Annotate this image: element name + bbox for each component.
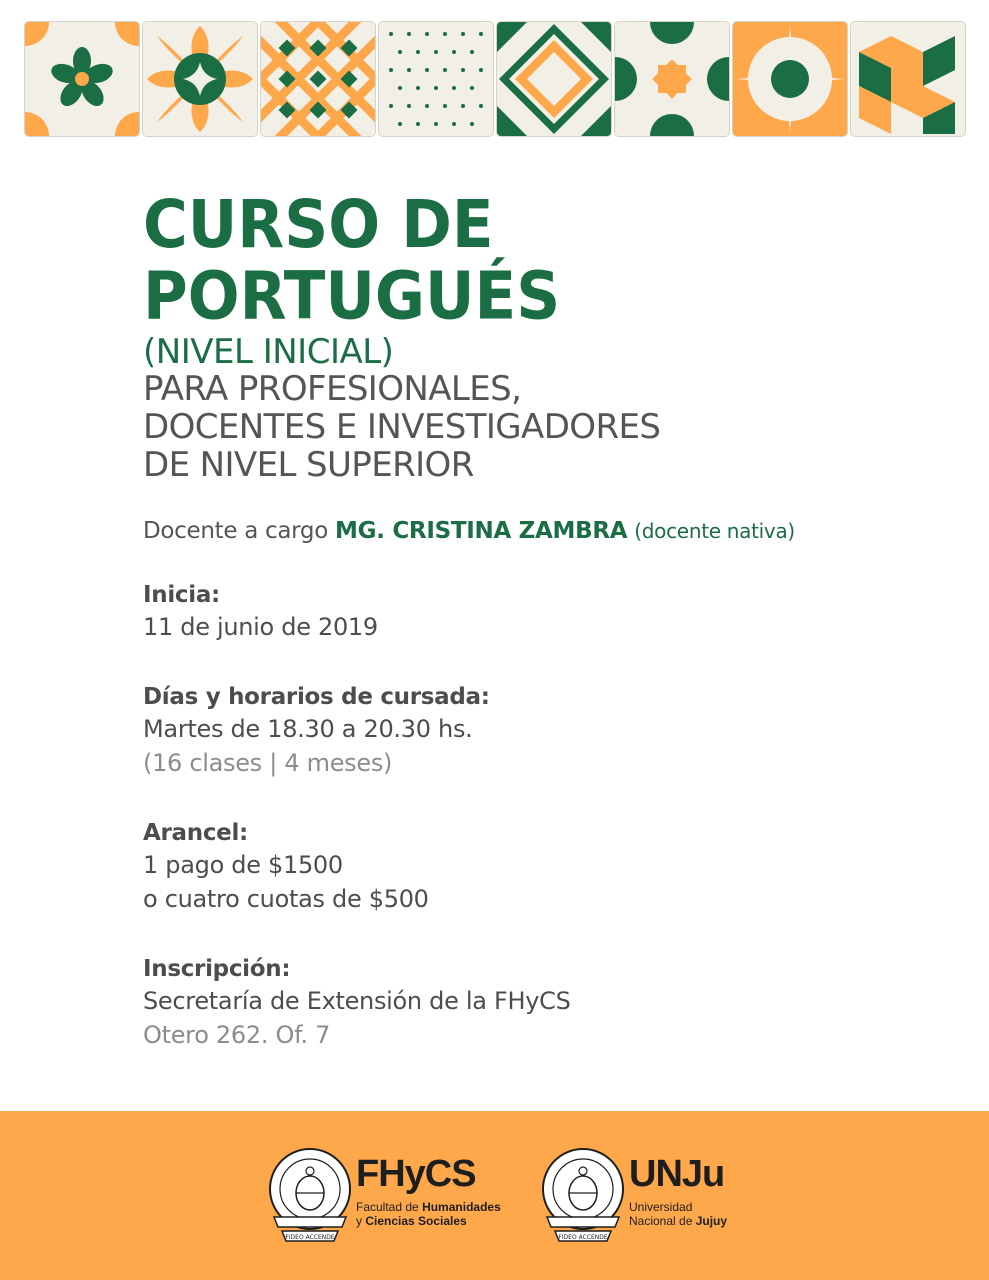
teacher-prefix: Docente a cargo (143, 518, 329, 544)
fhycs-subtitle-2 (356, 1215, 467, 1228)
schedule-detail: (16 clases | 4 meses) (143, 749, 393, 777)
footer-band (0, 1111, 989, 1280)
fee-section (143, 818, 963, 916)
unju-sub2-bold: Jujuy (695, 1214, 728, 1228)
unju-name: UNJu (629, 1153, 725, 1195)
title-line-1: CURSO DE (143, 186, 494, 264)
cube-tile (850, 21, 966, 137)
teacher-note: (docente nativa) (634, 519, 795, 543)
schedule-label: Días y horarios de cursada: (143, 684, 490, 710)
start-date: 11 de junio de 2019 (143, 613, 378, 641)
fhycs-seal-icon (268, 1147, 352, 1243)
unju-seal-motto: FIDEO ACCENDE (558, 1234, 608, 1241)
fhycs-name: FHyCS (356, 1153, 476, 1195)
star-tile (614, 21, 730, 137)
dots-tile (378, 21, 494, 137)
registration-section (143, 954, 963, 1052)
fhycs-sub2-bold: Ciencias Sociales (365, 1214, 467, 1228)
teacher-line (143, 518, 963, 544)
fhycs-sub1-pre: Facultad de (356, 1200, 419, 1214)
audience-line-2: DOCENTES E INVESTIGADORES (143, 407, 661, 447)
registration-label: Inscripción: (143, 956, 291, 982)
diamond-tile (496, 21, 612, 137)
circle-tile (732, 21, 848, 137)
lattice-tile (260, 21, 376, 137)
teacher-name: MG. CRISTINA ZAMBRA (335, 518, 628, 544)
unju-subtitle-1: Universidad (629, 1200, 693, 1214)
unju-seal-icon (541, 1147, 625, 1243)
start-section (143, 580, 963, 644)
unju-logo (541, 1147, 741, 1247)
header-tile-strip (24, 21, 965, 137)
start-label: Inicia: (143, 582, 220, 608)
fhycs-sub2-pre: y (356, 1214, 362, 1228)
unju-subtitle-2 (629, 1215, 727, 1228)
fee-option-2: o cuatro cuotas de $500 (143, 885, 429, 913)
course-info (143, 186, 963, 1052)
flower-tile (24, 21, 140, 137)
course-title (143, 186, 963, 335)
fhycs-logo (268, 1147, 501, 1247)
fhycs-seal-motto: FIDEO ACCENDE (285, 1234, 335, 1241)
registration-place: Secretaría de Extensión de la FHyCS (143, 987, 571, 1015)
fee-label: Arancel: (143, 820, 248, 846)
unju-sub2-pre: Nacional de (629, 1214, 693, 1228)
course-level: (NIVEL INICIAL) (143, 332, 394, 372)
fhycs-subtitle-1 (356, 1201, 501, 1214)
audience-line-3: DE NIVEL SUPERIOR (143, 445, 474, 485)
schedule-section (143, 682, 963, 780)
schedule-time: Martes de 18.30 a 20.30 hs. (143, 715, 473, 743)
fee-option-1: 1 pago de $1500 (143, 851, 343, 879)
fhycs-sub1-bold: Humanidades (422, 1200, 501, 1214)
registration-address: Otero 262. Of. 7 (143, 1021, 331, 1049)
audience-line-1: PARA PROFESIONALES, (143, 369, 522, 409)
ring-petal-tile (142, 21, 258, 137)
title-line-2: PORTUGUÉS (143, 258, 561, 335)
